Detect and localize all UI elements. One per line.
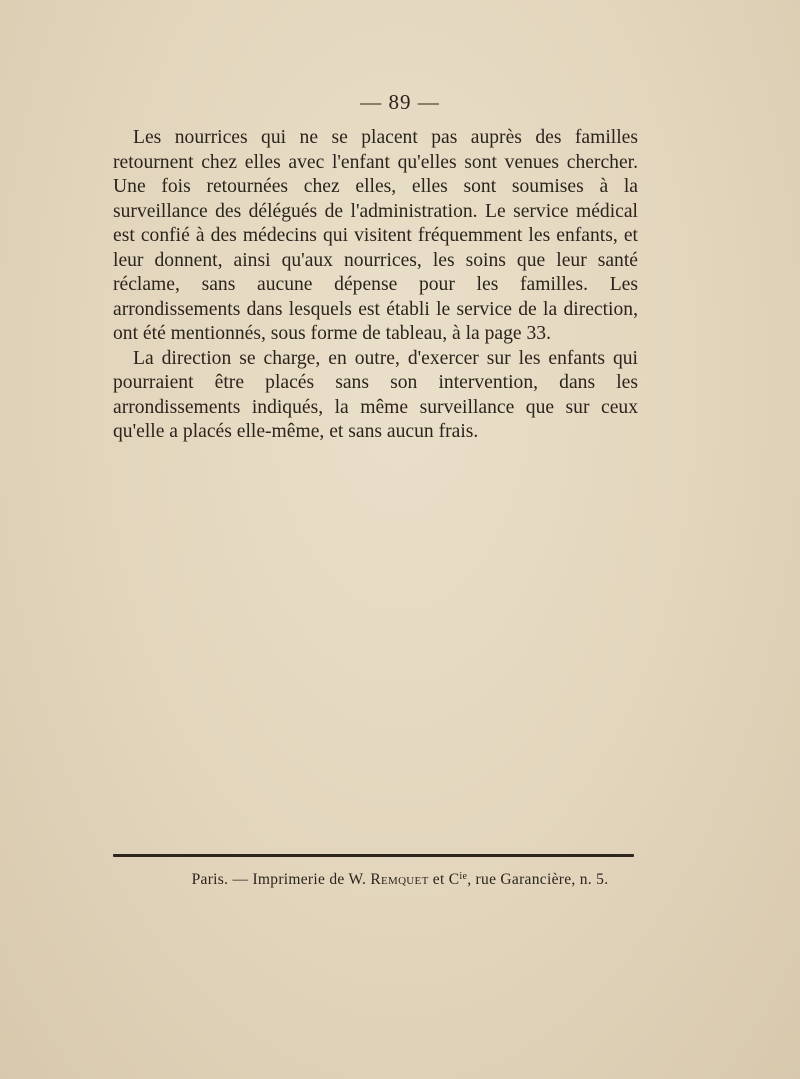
body-text bbox=[113, 126, 638, 445]
printer-imprint bbox=[0, 871, 800, 889]
imprint-printer-name: Remquet bbox=[370, 871, 429, 888]
imprint-superscript: ie bbox=[459, 871, 468, 882]
imprint-middle: et C bbox=[428, 871, 460, 888]
page-number: — 89 — bbox=[360, 90, 440, 114]
paragraph-1: Les nourrices qui ne se placent pas auprès des familles retournent chez elles avec l'enfant qu'elles sont venues chercher. Une fois retournées chez elles, elles sont soumises à la surveillance des délégués de l'administration. Le service médical est confié à des médecins qui visitent fréquemment les enfants, et leur donnent, ainsi qu'aux nourrices, les soins que leur santé réclame, sans aucune dépense pour les familles. Les arrondissements dans lesquels est établi le service de la direction, ont été mentionnés, sous forme de tableau, à la page 33. bbox=[113, 127, 638, 344]
imprint-suffix: , rue Garancière, n. 5. bbox=[467, 871, 609, 888]
paragraph-2: La direction se charge, en outre, d'exercer sur les enfants qui pourraient être placés sans son intervention, dans les arrondissements indiqués, la même surveillance que sur ceux qu'elle a placés elle-même, et sans aucun frais. bbox=[113, 347, 638, 442]
imprint-prefix: Paris. — Imprimerie de W. bbox=[191, 871, 371, 888]
footer-rule bbox=[113, 854, 634, 857]
